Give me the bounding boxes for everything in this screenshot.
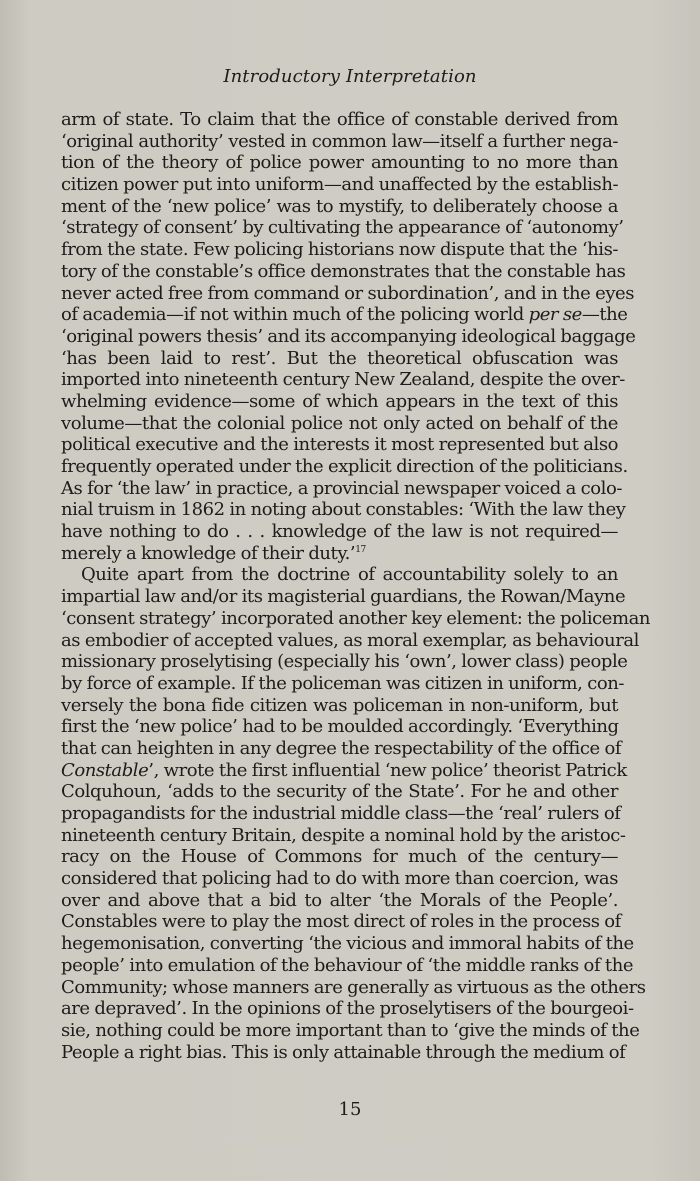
text-line: impartial law and/or its magisterial guardians, the Rowan/Mayne <box>61 586 626 608</box>
text-line: imported into nineteenth century New Zealand, despite the over- <box>61 369 625 391</box>
text-line: considered that policing had to do with more than coercion, was <box>61 868 618 890</box>
text-fragment: —the <box>581 304 628 326</box>
body-text <box>61 109 651 1063</box>
text-line <box>61 759 627 782</box>
text-line: Quite apart from the doctrine of accountability solely to an <box>81 564 618 586</box>
text-line: ‘original authority’ vested in common law—itself a further nega- <box>61 130 618 152</box>
text-line: ‘has been laid to rest’. But the theoretical obfuscation was <box>61 347 618 369</box>
text-line: ‘consent strategy’ incorporated another key element: the policeman <box>61 607 651 629</box>
text-line: citizen power put into uniform—and unaffected by the establish- <box>61 174 619 196</box>
text-line: racy on the House of Commons for much of the century— <box>61 846 618 868</box>
paragraph-2 <box>61 564 651 1063</box>
text-line: missionary proselytising (especially his ‘own’, lower class) people <box>61 651 628 673</box>
text-line: Constables were to play the most direct of roles in the process of <box>61 911 621 933</box>
text-line: political executive and the interests it most represented but also <box>61 434 618 456</box>
italic-term: Constable <box>61 759 149 781</box>
running-head: Introductory Interpretation <box>223 66 477 87</box>
text-line: are depraved’. In the opinions of the proselytisers of the bourgeoi- <box>61 998 634 1020</box>
text-fragment: ’, wrote the first influential ‘new police’ theorist Patrick <box>148 759 627 781</box>
text-line: have nothing to do . . . knowledge of the law is not required— <box>61 521 618 543</box>
text-fragment: of academia—if not within much of the policing world <box>61 304 524 326</box>
text-line: nial truism in 1862 in noting about constables: ‘With the law they <box>61 499 626 521</box>
text-line: arm of state. To claim that the office of constable derived from <box>61 109 618 130</box>
paragraph-1 <box>61 109 636 564</box>
text-line: versely the bona fide citizen was policeman in non-uniform, but <box>61 694 618 716</box>
text-line <box>61 543 618 565</box>
text-line: ment of the ‘new police’ was to mystify, to deliberately choose a <box>61 195 618 217</box>
text-line: tion of the theory of police power amounting to no more than <box>61 152 618 174</box>
text-line: Colquhoun, ‘adds to the security of the State’. For he and other <box>61 781 618 803</box>
text-line: Community; whose manners are generally as virtuous as the others <box>61 976 646 998</box>
text-line: ‘strategy of consent’ by cultivating the appearance of ‘autonomy’ <box>61 217 624 239</box>
text-line: nineteenth century Britain, despite a nominal hold by the aristoc- <box>61 824 626 846</box>
text-fragment: merely a knowledge of their duty.’ <box>61 542 356 564</box>
text-line: as embodier of accepted values, as moral exemplar, as behavioural <box>61 629 639 651</box>
text-line: by force of example. If the policeman was citizen in uniform, con- <box>61 672 624 694</box>
text-line: ‘original powers thesis’ and its accompanying ideological baggage <box>61 325 636 347</box>
text-line: propagandists for the industrial middle class—the ‘real’ rulers of <box>61 803 621 824</box>
footnote-reference[interactable]: 17 <box>355 544 366 555</box>
text-line: As for ‘the law’ in practice, a provincial newspaper voiced a colo- <box>61 477 622 499</box>
italic-term: per se <box>528 304 582 326</box>
page-number: 15 <box>338 1099 362 1120</box>
text-line: tory of the constable’s office demonstrates that the constable has <box>61 260 626 282</box>
text-line <box>61 304 628 326</box>
text-line: people’ into emulation of the behaviour of ‘the middle ranks of the <box>61 954 634 976</box>
text-line: first the ‘new police’ had to be moulded accordingly. ‘Everything <box>61 716 619 738</box>
text-line: hegemonisation, converting ‘the vicious and immoral habits of the <box>61 933 634 955</box>
text-line: from the state. Few policing historians now dispute that the ‘his- <box>61 239 618 261</box>
text-line: sie, nothing could be more important than to ‘give the minds of the <box>61 1019 640 1041</box>
text-line: volume—that the colonial police not only acted on behalf of the <box>61 412 618 434</box>
text-line: never acted free from command or subordination’, and in the eyes <box>61 282 635 304</box>
text-line: over and above that a bid to alter ‘the Morals of the People’. <box>61 889 618 911</box>
text-line: whelming evidence—some of which appears in the text of this <box>61 390 618 412</box>
text-line: that can heighten in any degree the respectability of the office of <box>61 737 622 759</box>
text-line: frequently operated under the explicit direction of the politicians. <box>61 456 628 477</box>
text-line: People a right bias. This is only attainable through the medium of <box>61 1041 626 1063</box>
